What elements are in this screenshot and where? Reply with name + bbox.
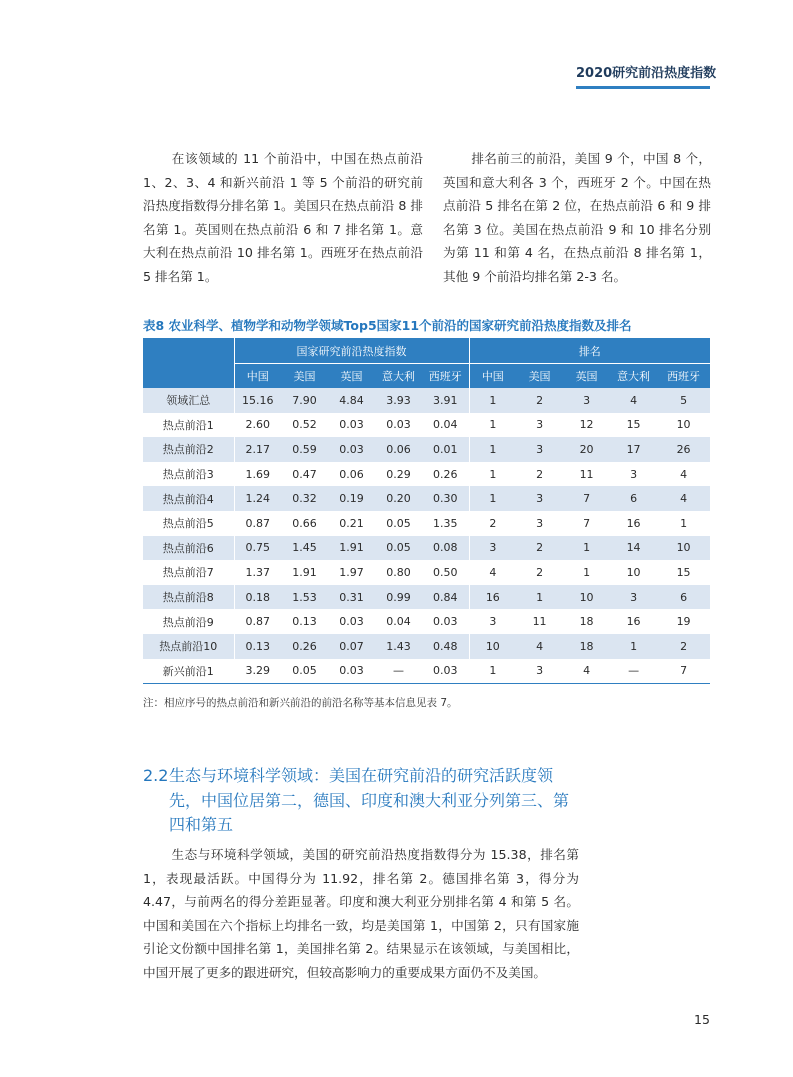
group-header-rank: 排名	[469, 338, 710, 364]
rank-cell: 10	[469, 634, 516, 659]
section-number: 2.2	[143, 766, 169, 785]
rank-cell: 2	[469, 511, 516, 536]
rank-country-header: 英国	[563, 364, 610, 389]
score-country-header: 英国	[328, 364, 375, 389]
rank-cell: 7	[563, 486, 610, 511]
rank-cell: 2	[516, 388, 563, 413]
rank-cell: 3	[516, 486, 563, 511]
rank-cell: 18	[563, 609, 610, 634]
table-row	[143, 388, 710, 413]
score-cell: 2.17	[234, 437, 281, 462]
score-cell: 0.13	[281, 609, 328, 634]
rank-cell: 5	[657, 388, 710, 413]
rank-cell: 16	[610, 609, 657, 634]
score-cell: 0.18	[234, 585, 281, 610]
score-cell: 0.59	[281, 437, 328, 462]
score-cell: 0.84	[422, 585, 469, 610]
rank-cell: 11	[516, 609, 563, 634]
score-cell: 0.03	[328, 659, 375, 684]
table-row	[143, 659, 710, 684]
score-cell: 1.91	[328, 536, 375, 561]
rank-cell: 1	[469, 413, 516, 438]
score-cell: 1.35	[422, 511, 469, 536]
score-cell: 0.87	[234, 609, 281, 634]
score-cell: 1.97	[328, 560, 375, 585]
corner-header-cell	[143, 338, 234, 388]
rank-cell: 10	[563, 585, 610, 610]
score-cell: 3.91	[422, 388, 469, 413]
table-row	[143, 437, 710, 462]
row-label: 热点前沿2	[143, 437, 234, 462]
rank-cell: 1	[610, 634, 657, 659]
score-cell: 3.29	[234, 659, 281, 684]
rank-cell: 3	[563, 388, 610, 413]
score-cell: 0.75	[234, 536, 281, 561]
rank-cell: —	[610, 659, 657, 684]
section-paragraph	[143, 843, 579, 985]
score-cell: 0.19	[328, 486, 375, 511]
score-cell: 0.03	[375, 413, 422, 438]
table-note: 注：相应序号的热点前沿和新兴前沿的前沿名称等基本信息见表 7。	[143, 697, 458, 709]
intro-left-paragraph	[143, 147, 423, 289]
score-country-header: 西班牙	[422, 364, 469, 389]
table-row	[143, 511, 710, 536]
score-cell: 4.84	[328, 388, 375, 413]
rank-cell: 4	[657, 486, 710, 511]
score-cell: 0.32	[281, 486, 328, 511]
score-cell: 0.31	[328, 585, 375, 610]
rank-cell: 20	[563, 437, 610, 462]
row-label: 热点前沿1	[143, 413, 234, 438]
rank-cell: 18	[563, 634, 610, 659]
score-cell: 1.69	[234, 462, 281, 487]
rank-cell: 2	[516, 462, 563, 487]
rank-cell: 1	[563, 560, 610, 585]
table-row	[143, 609, 710, 634]
rank-cell: 2	[657, 634, 710, 659]
score-cell: 0.80	[375, 560, 422, 585]
rank-cell: 1	[563, 536, 610, 561]
score-cell: 0.05	[281, 659, 328, 684]
rank-cell: 14	[610, 536, 657, 561]
rank-cell: 1	[469, 388, 516, 413]
score-cell: 7.90	[281, 388, 328, 413]
score-cell: 0.04	[375, 609, 422, 634]
score-cell: 0.05	[375, 511, 422, 536]
score-cell: 0.26	[281, 634, 328, 659]
table-row	[143, 486, 710, 511]
score-cell: 0.30	[422, 486, 469, 511]
rank-cell: 3	[469, 536, 516, 561]
score-cell: 3.93	[375, 388, 422, 413]
score-country-header: 美国	[281, 364, 328, 389]
score-cell: 0.26	[422, 462, 469, 487]
section-title-line-3: 四和第五	[169, 815, 234, 834]
table-body	[143, 388, 710, 684]
section-title-line-2: 先，中国位居第二，德国、印度和澳大利亚分列第三、第	[169, 790, 570, 810]
score-cell: 0.48	[422, 634, 469, 659]
row-label: 热点前沿7	[143, 560, 234, 585]
score-cell: 0.99	[375, 585, 422, 610]
score-cell: 0.03	[328, 437, 375, 462]
intro-left-text: 在该领域的 11 个前沿中，中国在热点前沿 1、2、3、4 和新兴前沿 1 等 5 个前沿的研究前沿热度指数得分排名第 1。美国只在热点前沿 8 排名第 1。英国则在热点前沿 6 和 7 排名第 1。意大利在热点前沿 10 排名第 1。西班牙在热点前沿 5 排名第 1。	[143, 151, 423, 284]
score-cell: 0.47	[281, 462, 328, 487]
score-cell: 0.06	[375, 437, 422, 462]
row-label: 热点前沿6	[143, 536, 234, 561]
rank-cell: 1	[469, 437, 516, 462]
score-cell: 0.01	[422, 437, 469, 462]
score-cell: 1.37	[234, 560, 281, 585]
intro-right-text: 排名前三的前沿，美国 9 个，中国 8 个，英国和意大利各 3 个，西班牙 2 个。中国在热点前沿 5 排名在第 2 位，在热点前沿 6 和 9 排名第 3 位。美国在热点前沿 9 和 10 排名分别为第 11 和第 4 名，在热点前沿 8 排名第 1，其他 9 个前沿均排名第 2-3 名。	[443, 151, 711, 284]
rank-cell: 19	[657, 609, 710, 634]
table-row	[143, 462, 710, 487]
score-cell: 0.29	[375, 462, 422, 487]
rank-cell: 3	[610, 462, 657, 487]
rank-cell: 1	[469, 659, 516, 684]
rank-cell: 3	[516, 413, 563, 438]
row-label: 热点前沿3	[143, 462, 234, 487]
rank-cell: 3	[469, 609, 516, 634]
rank-cell: 11	[563, 462, 610, 487]
intro-right-paragraph	[443, 147, 711, 289]
page-number: 15	[694, 1012, 710, 1027]
rank-cell: 1	[516, 585, 563, 610]
score-cell: 0.03	[328, 609, 375, 634]
rank-cell: 12	[563, 413, 610, 438]
rank-cell: 1	[469, 462, 516, 487]
rank-cell: 3	[516, 511, 563, 536]
score-cell: 2.60	[234, 413, 281, 438]
hotness-index-table	[143, 338, 710, 684]
score-cell: 0.07	[328, 634, 375, 659]
score-cell: 0.50	[422, 560, 469, 585]
rank-cell: 15	[610, 413, 657, 438]
rank-cell: 2	[516, 536, 563, 561]
score-country-header: 意大利	[375, 364, 422, 389]
rank-cell: 26	[657, 437, 710, 462]
rank-cell: 7	[657, 659, 710, 684]
rank-cell: 3	[516, 659, 563, 684]
rank-cell: 10	[610, 560, 657, 585]
rank-country-header: 中国	[469, 364, 516, 389]
rank-cell: 7	[563, 511, 610, 536]
table-row	[143, 585, 710, 610]
score-cell: 0.03	[422, 659, 469, 684]
table-row	[143, 413, 710, 438]
score-cell: 0.13	[234, 634, 281, 659]
rank-cell: 4	[516, 634, 563, 659]
table-row	[143, 634, 710, 659]
score-cell: 0.03	[328, 413, 375, 438]
section-heading	[143, 764, 583, 838]
score-cell: 1.91	[281, 560, 328, 585]
score-cell: 15.16	[234, 388, 281, 413]
score-cell: 0.21	[328, 511, 375, 536]
row-label: 热点前沿9	[143, 609, 234, 634]
section-paragraph-text: 生态与环境科学领域，美国的研究前沿热度指数得分为 15.38，排名第 1，表现最活跃。中国得分为 11.92，排名第 2。德国排名第 3，得分为 4.47，与前两名的得分差距显著。印度和澳大利亚分别排名第 4 和第 5 名。中国和美国在六个指标上均排名一致，均是美国第 1，中国第 2，只有国家施引论文份额中国排名第 1，美国排名第 2。结果显示在该领域，与美国相比，中国开展了更多的跟进研究，但较高影响力的重要成果方面仍不及美国。	[143, 847, 579, 980]
rank-cell: 16	[610, 511, 657, 536]
rank-cell: 17	[610, 437, 657, 462]
rank-cell: 1	[469, 486, 516, 511]
rank-cell: 4	[610, 388, 657, 413]
table-row	[143, 560, 710, 585]
score-cell: 0.05	[375, 536, 422, 561]
rank-country-header: 美国	[516, 364, 563, 389]
score-cell: 1.45	[281, 536, 328, 561]
header-rule	[576, 86, 710, 89]
score-cell: 0.87	[234, 511, 281, 536]
score-cell: 0.08	[422, 536, 469, 561]
score-cell: 1.43	[375, 634, 422, 659]
rank-country-header: 意大利	[610, 364, 657, 389]
rank-cell: 4	[469, 560, 516, 585]
rank-cell: 3	[610, 585, 657, 610]
rank-cell: 3	[516, 437, 563, 462]
rank-country-header: 西班牙	[657, 364, 710, 389]
rank-cell: 1	[657, 511, 710, 536]
score-cell: 0.52	[281, 413, 328, 438]
row-label: 热点前沿10	[143, 634, 234, 659]
row-label: 热点前沿8	[143, 585, 234, 610]
group-header-score: 国家研究前沿热度指数	[234, 338, 469, 364]
score-country-header: 中国	[234, 364, 281, 389]
running-header-title: 2020研究前沿热度指数	[576, 66, 717, 81]
rank-cell: 10	[657, 413, 710, 438]
rank-cell: 15	[657, 560, 710, 585]
rank-cell: 6	[610, 486, 657, 511]
section-title-line-1: 生态与环境科学领域：美国在研究前沿的研究活跃度领	[169, 766, 554, 785]
row-label: 新兴前沿1	[143, 659, 234, 684]
row-label: 领域汇总	[143, 388, 234, 413]
score-cell: 0.04	[422, 413, 469, 438]
rank-cell: 6	[657, 585, 710, 610]
score-cell: 0.06	[328, 462, 375, 487]
rank-cell: 4	[657, 462, 710, 487]
score-cell: 1.24	[234, 486, 281, 511]
score-cell: 0.66	[281, 511, 328, 536]
score-cell: 1.53	[281, 585, 328, 610]
rank-cell: 4	[563, 659, 610, 684]
table-caption: 表8 农业科学、植物学和动物学领域Top5国家11个前沿的国家研究前沿热度指数及排名	[143, 318, 632, 333]
row-label: 热点前沿5	[143, 511, 234, 536]
table-row	[143, 536, 710, 561]
rank-cell: 10	[657, 536, 710, 561]
rank-cell: 16	[469, 585, 516, 610]
rank-cell: 2	[516, 560, 563, 585]
score-cell: 0.03	[422, 609, 469, 634]
row-label: 热点前沿4	[143, 486, 234, 511]
score-cell: 0.20	[375, 486, 422, 511]
score-cell: —	[375, 659, 422, 684]
